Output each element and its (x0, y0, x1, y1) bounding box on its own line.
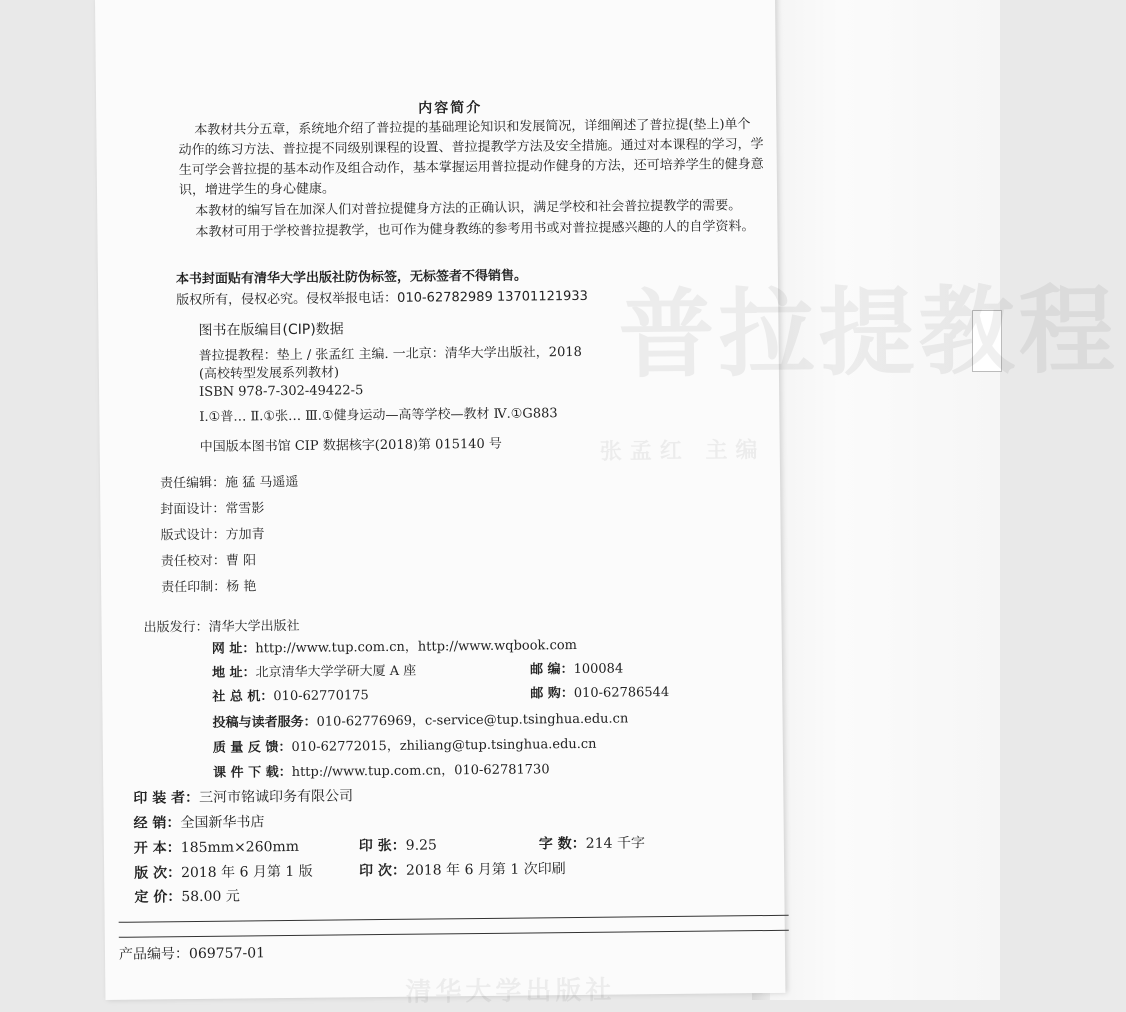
edition-label: 版 次： (134, 865, 182, 882)
summary-line-2: 动作的练习方法、普拉提不同级别课程的设置、普拉提教学方法及安全措施。通过对本课程的学习，学 (178, 137, 764, 159)
product-code-value: 069757-01 (188, 945, 266, 963)
credit-proofreader (161, 552, 256, 571)
credit-cover-design-label: 封面设计： (160, 501, 226, 518)
printer-label: 印 装 者： (133, 789, 200, 807)
website-label: 网 址： (211, 641, 256, 657)
quality-feedback-value: 010-62772015，zhiliang@tup.tsinghua.edu.cn (291, 736, 597, 755)
printer-value: 三河市铭诚印务有限公司 (199, 788, 354, 806)
credit-editor-label: 责任编辑： (159, 475, 226, 492)
credit-editor-value: 施 猛 马遥遥 (225, 474, 299, 491)
sheets-label: 印 张： (358, 837, 406, 855)
product-code (119, 944, 265, 964)
word-count-value: 214 千字 (585, 835, 645, 852)
show-through-publisher: 清华大学出版社 (405, 975, 616, 1008)
word-count-label: 字 数： (538, 835, 586, 853)
distributor (134, 813, 265, 832)
publisher-address (212, 663, 416, 683)
publisher-mail-order (530, 684, 669, 703)
printer (133, 787, 353, 807)
credit-layout-design-value: 方加青 (225, 527, 265, 543)
credit-printing (161, 578, 256, 597)
cip-line-1: 普拉提教程：垫上 / 张孟红 主编. 一北京：清华大学出版社，2018 (198, 344, 582, 364)
credit-proofreader-value: 曹 阳 (225, 553, 257, 569)
edition-value: 2018 年 6 月第 1 版 (180, 863, 313, 882)
adjacent-page (770, 0, 1000, 1000)
publisher-submissions (212, 710, 628, 732)
postcode-value: 100084 (573, 661, 624, 678)
mail-order-label: 邮 购： (530, 686, 574, 702)
credit-editor (160, 474, 298, 493)
impression-value: 2018 年 6 月第 1 次印刷 (405, 861, 566, 879)
publisher-switchboard (212, 687, 369, 707)
publisher-label: 出版发行： (143, 619, 209, 636)
price-value: 58.00 元 (181, 888, 240, 906)
website-value: http://www.tup.com.cn，http://www.wqbook.com (255, 637, 578, 657)
publisher-courseware (213, 761, 550, 783)
show-through-author: 张孟红 主编 (599, 437, 766, 465)
book-format (134, 838, 299, 858)
cip-record-number: 中国版本图书馆 CIP 数据核字(2018)第 015140 号 (199, 436, 502, 455)
adjacent-page-edge (972, 310, 1002, 372)
courseware-value: http://www.tup.com.cn，010-62781730 (291, 762, 550, 780)
format-label: 开 本： (133, 840, 181, 857)
divider-top (119, 915, 789, 923)
summary-title: 内容简介 (418, 99, 483, 117)
distributor-label: 经 销： (133, 815, 181, 832)
copyright-page (95, 0, 785, 1008)
mail-order-value: 010-62786544 (573, 685, 670, 702)
postcode-label: 邮 编： (529, 662, 574, 678)
publisher-website (212, 637, 577, 659)
address-label: 地 址： (211, 665, 256, 681)
cip-heading: 图书在版编目(CIP)数据 (198, 321, 344, 339)
switchboard-value: 010-62770175 (273, 688, 369, 705)
credit-printing-label: 责任印制： (161, 579, 227, 596)
copyright-notice: 版权所有，侵权必究。侵权举报电话：010-62782989 13701121933 (176, 288, 589, 309)
credit-layout-design-label: 版式设计： (160, 527, 226, 544)
submissions-label: 投稿与读者服务： (212, 714, 317, 731)
product-code-label: 产品编号： (118, 946, 190, 963)
publisher-quality-feedback (213, 736, 597, 758)
cip-isbn: ISBN 978-7-302-49422-5 (199, 383, 364, 400)
distributor-value: 全国新华书店 (180, 814, 265, 832)
summary-line-4: 识，增进学生的身心健康。 (178, 181, 336, 199)
credit-layout-design (161, 526, 265, 545)
impression-label: 印 次： (359, 862, 407, 880)
credit-proofreader-label: 责任校对： (160, 553, 226, 570)
cip-line-2: (高校转型发展系列教材) (198, 365, 340, 382)
summary-line-1: 本教材共分五章，系统地介绍了普拉提的基础理论知识和发展简况，详细阐述了普拉提(垫上)单个 (194, 117, 751, 138)
submissions-value: 010-62776969，c-service@tup.tsinghua.edu.cn (316, 711, 629, 730)
divider-bottom (119, 930, 789, 938)
courseware-label: 课 件 下 载： (213, 764, 292, 781)
publisher (143, 618, 299, 638)
summary-line-5: 本教材的编写旨在加深人们对普拉提健身方法的正确认识，满足学校和社会普拉提教学的需要。 (195, 198, 742, 219)
printed-sheets (359, 836, 437, 855)
edition (134, 863, 313, 883)
switchboard-label: 社 总 机： (212, 689, 274, 705)
credit-cover-design-value: 常雪影 (225, 501, 265, 517)
publisher-name: 清华大学出版社 (208, 618, 300, 635)
summary-line-6: 本教材可用于学校普拉提教学，也可作为健身教练的参考用书或对普拉提感兴趣的人的自学资料。 (195, 219, 755, 240)
price (134, 888, 240, 907)
sheets-value: 9.25 (405, 837, 438, 854)
address-value: 北京清华大学学研大厦 A 座 (255, 663, 417, 681)
summary-line-3: 生可学会普拉提的基本动作及组合动作，基本掌握运用普拉提动作健身的方法，还可培养学生的健身意 (178, 157, 764, 179)
credit-printing-value: 杨 艳 (226, 579, 257, 595)
credit-cover-design (160, 500, 264, 519)
publisher-postcode (530, 661, 623, 680)
anti-counterfeit-notice: 本书封面贴有清华大学出版社防伪标签，无标签者不得销售。 (175, 268, 528, 288)
quality-feedback-label: 质 量 反 馈： (212, 739, 292, 756)
cip-classification: Ⅰ.①普… Ⅱ.①张… Ⅲ.①健身运动—高等学校—教材 Ⅳ.①G883 (199, 406, 558, 425)
word-count (539, 834, 645, 853)
format-value: 185mm×260mm (180, 838, 300, 857)
impression (359, 860, 566, 880)
price-label: 定 价： (134, 889, 182, 906)
